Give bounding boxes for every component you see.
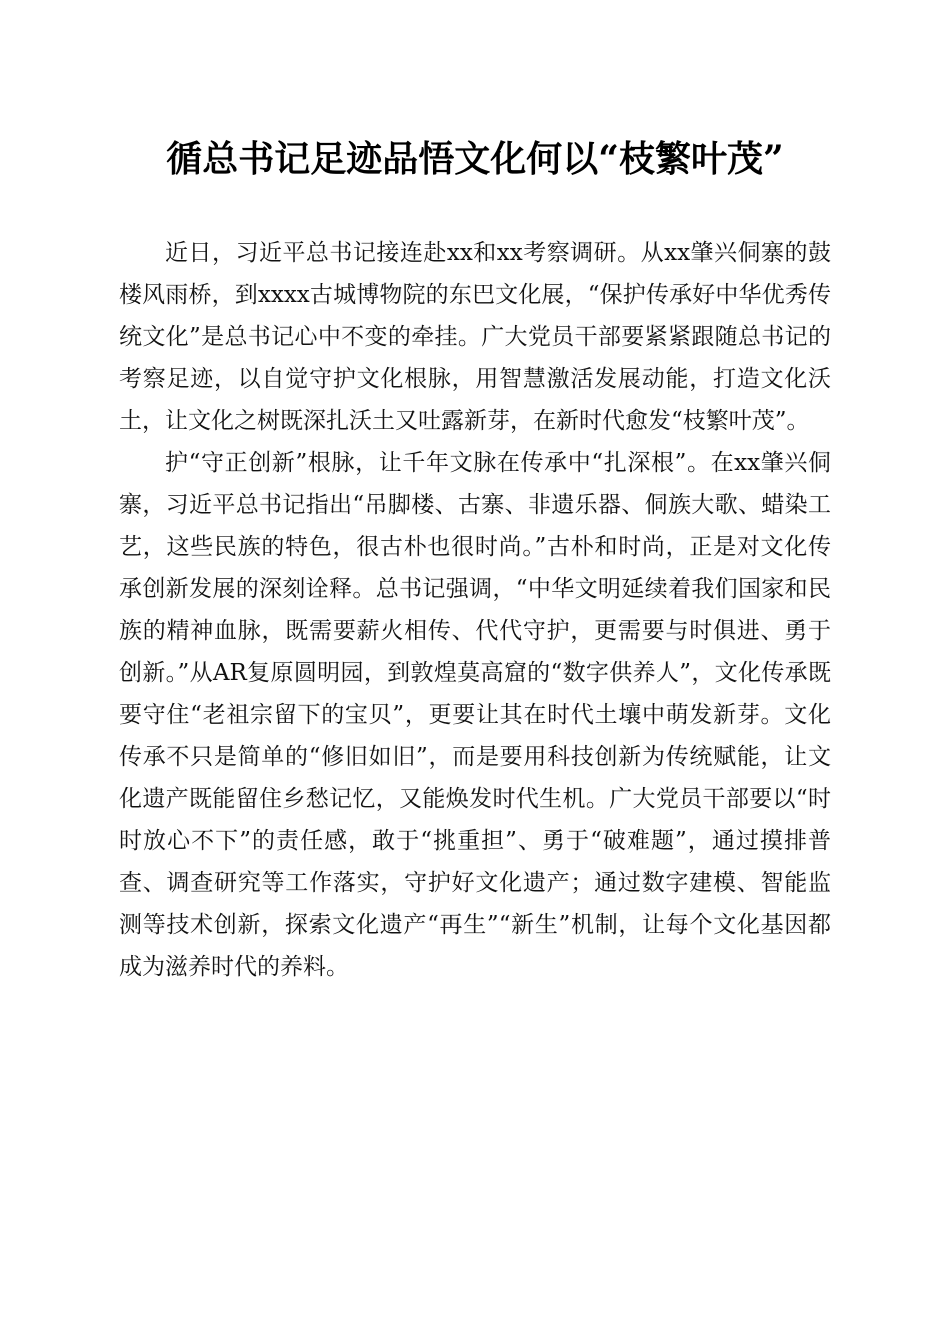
paragraph-2: 护“守正创新”根脉，让千年文脉在传承中“扎深根”。在xx肇兴侗寨，习近平总书记指出“吊脚楼、古寨、非遗乐器、侗族大歌、蜡染工艺，这些民族的特色，很古朴也很时尚。”古朴和时尚，正是对文化传承创新发展的深刻诠释。总书记强调，“中华文明延续着我们国家和民族的精神血脉，既需要薪火相传、代代守护，更需要与时俱进、勇于创新。”从AR复原圆明园，到敦煌莫高窟的“数字供养人”，文化传承既要守住“老祖宗留下的宝贝”，更要让其在时代土壤中萌发新芽。文化传承不只是简单的“修旧如旧”，而是要用科技创新为传统赋能，让文化遗产既能留住乡愁记忆，又能焕发时代生机。广大党员干部要以“时时放心不下”的责任感，敢于“挑重担”、勇于“破难题”，通过摸排普查、调查研究等工作落实，守护好文化遗产；通过数字建模、智能监测等技术创新，探索文化遗产“再生”“新生”机制，让每个文化基因都成为滋养时代的养料。 [119,450,831,980]
paragraph-1: 近日，习近平总书记接连赴xx和xx考察调研。从xx肇兴侗寨的鼓楼风雨桥，到xxxx古城博物院的东巴文化展，“保护传承好中华优秀传统文化”是总书记心中不变的牵挂。广大党员干部要紧紧跟随总书记的考察足迹，以自觉守护文化根脉，用智慧激活发展动能，打造文化沃土，让文化之树既深扎沃土又吐露新芽，在新时代愈发“枝繁叶茂”。 [119,240,831,434]
document-body [119,232,831,988]
document-title: 循总书记足迹品悟文化何以“枝繁叶茂” [166,138,784,180]
